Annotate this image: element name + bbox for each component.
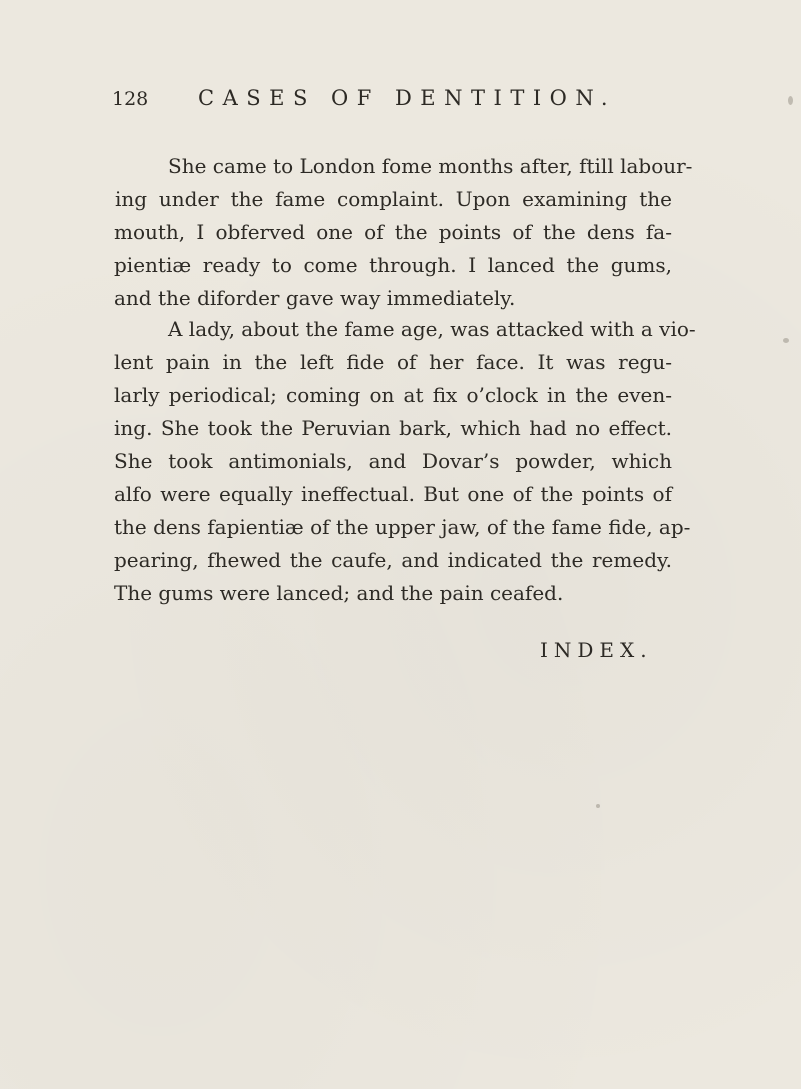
text-line: and the diforder gave way immediately. xyxy=(114,286,516,310)
paragraph-1 xyxy=(112,150,693,315)
paper-speck xyxy=(788,96,793,105)
running-head xyxy=(112,86,712,116)
text-line: pearing, fhewed the caufe, and indicated the remedy. xyxy=(114,548,672,572)
text-line: lent pain in the left fide of her face. It was regu- xyxy=(114,350,672,374)
paragraph-2 xyxy=(112,313,696,610)
text-line: the dens fapientiæ of the upper jaw, of the fame fide, ap- xyxy=(114,515,691,539)
page-number: 128 xyxy=(112,88,149,110)
running-head-title: CASES OF DENTITION. xyxy=(198,86,617,110)
text-line: alfo were equally ineffectual. But one of the points of xyxy=(114,482,672,506)
catchword: INDEX. xyxy=(540,638,653,662)
text-line: ing under the fame complaint. Upon examining the xyxy=(115,187,672,211)
text-line: ing. She took the Peruvian bark, which had no effect. xyxy=(114,416,672,440)
text-line: She took antimonials, and Dovar’s powder, which xyxy=(114,449,672,473)
text-line: larly periodical; coming on at fix o’clock in the even- xyxy=(114,383,672,407)
text-line: pientiæ ready to come through. I lanced the gums, xyxy=(114,253,672,277)
text-line: The gums were lanced; and the pain ceafed. xyxy=(114,581,564,605)
text-line: A lady, about the fame age, was attacked with a vio- xyxy=(168,317,696,341)
text-line: mouth, I obferved one of the points of the dens fa- xyxy=(114,220,672,244)
paper-speck xyxy=(254,556,257,559)
paper-speck xyxy=(783,338,789,343)
paper-speck xyxy=(596,804,600,808)
text-line: She came to London fome months after, ftill labour- xyxy=(168,154,693,178)
